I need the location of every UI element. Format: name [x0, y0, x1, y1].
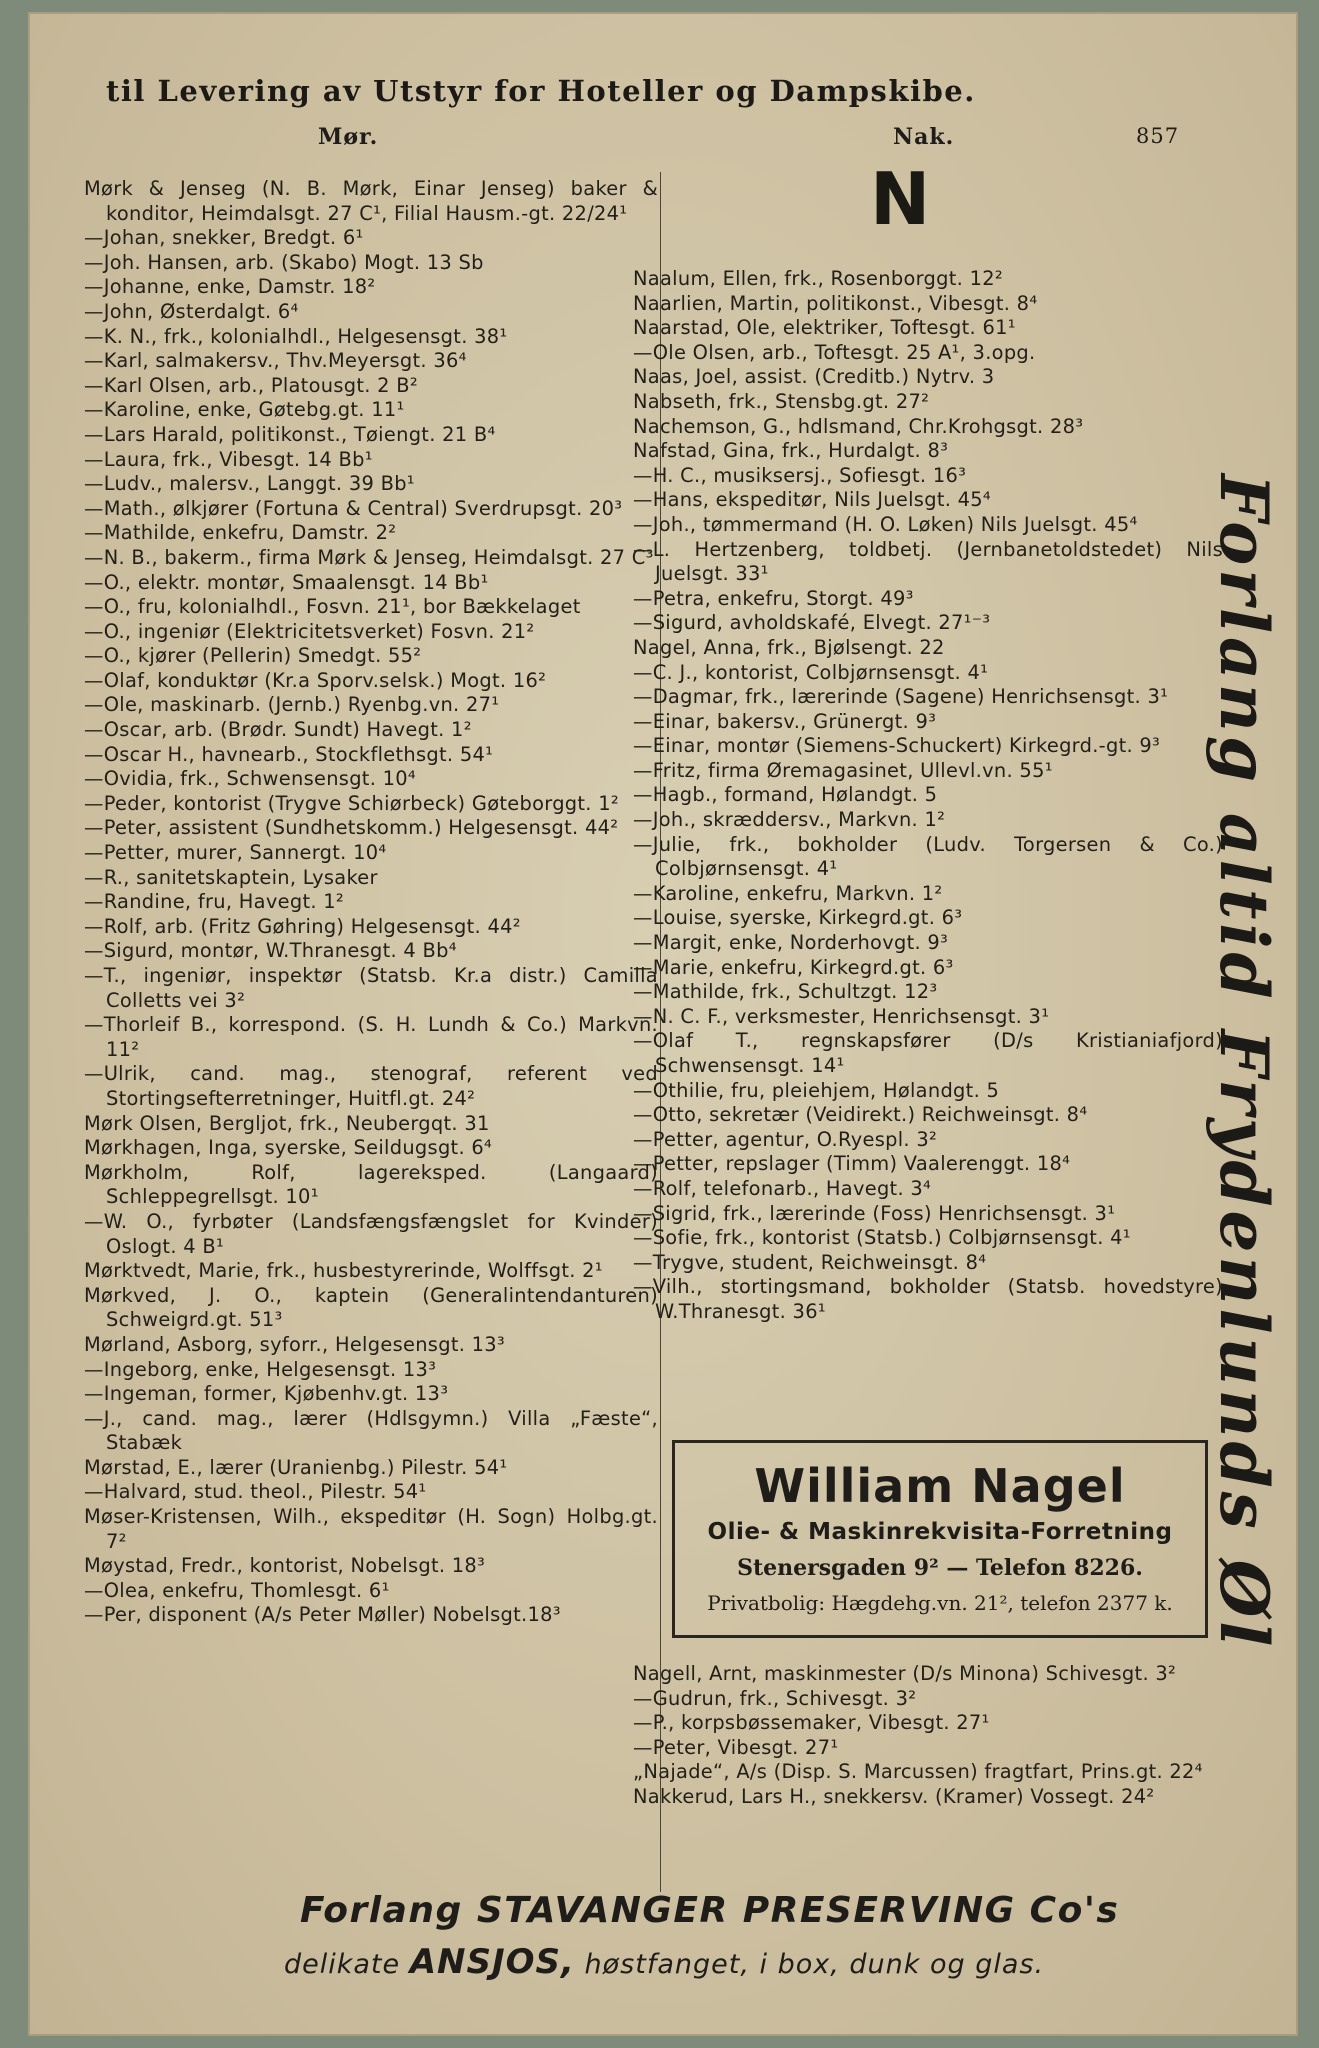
bottom-ad-line2: [284, 1942, 1044, 1982]
ad-subtitle: Olie- & Maskinrekvisita-Forretning: [707, 1519, 1173, 1545]
directory-entry: —Karl, salmakersv., Thv.Meyersgt. 36⁴: [84, 349, 467, 373]
directory-entry: —Hagb., formand, Hølandgt. 5: [633, 783, 938, 807]
directory-entry: Mørkholm, Rolf, lagereksped. (Langaard) Schleppegrellsgt. 10¹: [84, 1160, 658, 1209]
directory-entry: —Julie, frk., bokholder (Ludv. Torgersen & Co.) Colbjørnsensgt. 4¹: [633, 832, 1223, 881]
directory-entry: Nachemson, G., hdlsmand, Chr.Krohgsgt. 28³: [633, 414, 1084, 438]
directory-entry: —Laura, frk., Vibesgt. 14 Bb¹: [84, 447, 373, 471]
directory-entry: —Ingeborg, enke, Helgesensgt. 13³: [84, 1357, 437, 1381]
bottom-ad-line2-c: høstfanget, i box, dunk og glas.: [584, 1949, 1045, 1980]
directory-entry: —Dagmar, frk., lærerinde (Sagene) Henrichsensgt. 3¹: [633, 685, 1169, 709]
directory-entry: —Margit, enke, Norderhovgt. 9³: [633, 931, 949, 955]
directory-entry: —Ulrik, cand. mag., stenograf, referent ved Stortingsefterretninger, Huitfl.gt. 24²: [84, 1062, 658, 1110]
directory-entry: Naalum, Ellen, frk., Rosenborggt. 12²: [633, 267, 1003, 290]
directory-entry: —Thorleif B., korrespond. (S. H. Lundh & Co.) Markvn. 11²: [84, 1013, 658, 1061]
directory-entry: —O., elektr. montør, Smaalensgt. 14 Bb¹: [84, 570, 489, 594]
directory-entry: —O., fru, kolonialhdl., Fosvn. 21¹, bor Bækkelaget: [84, 595, 581, 619]
directory-entry: —Randine, fru, Havegt. 1²: [84, 890, 344, 914]
directory-entry: —K. N., frk., kolonialhdl., Helgesensgt. 38¹: [84, 324, 508, 348]
directory-entry: —N. B., bakerm., firma Mørk & Jenseg, Heimdalsgt. 27 C³: [84, 545, 654, 569]
directory-entry: Nafstad, Gina, frk., Hurdalgt. 8³: [633, 439, 949, 463]
directory-entry: Mørland, Asborg, syforr., Helgesensgt. 13³: [84, 1332, 505, 1356]
directory-entry: Naas, Joel, assist. (Creditb.) Nytrv. 3: [633, 365, 995, 389]
directory-entry: —Louise, syerske, Kirkegrd.gt. 6³: [633, 906, 963, 930]
directory-entry: —P., korpsbøssemaker, Vibesgt. 27¹: [633, 1711, 990, 1735]
william-nagel-ad: [672, 1440, 1208, 1638]
directory-entry: —N. C. F., verksmester, Henrichsensgt. 3¹: [633, 1004, 1050, 1028]
right-column-bottom: [633, 1662, 1223, 1810]
page-number: 857: [1136, 124, 1180, 148]
directory-entry: —Sofie, frk., kontorist (Statsb.) Colbjørnsensgt. 4¹: [633, 1226, 1131, 1250]
directory-entry: —O., ingeniør (Elektricitetsverket) Fosvn. 21²: [84, 619, 535, 643]
directory-entry: —Fritz, firma Øremagasinet, Ullevl.vn. 55¹: [633, 758, 1053, 782]
bottom-ad-line2-b: ANSJOS,: [409, 1942, 575, 1982]
header-middle: Nak.: [893, 124, 955, 150]
directory-entry: —Olaf, konduktør (Kr.a Sporv.selsk.) Mogt. 16²: [84, 668, 547, 692]
directory-entry: Mørk & Jenseg (N. B. Mørk, Einar Jenseg) baker & konditor, Heimdalsgt. 27 C¹, Filial Hausm.-gt. 22/24¹: [84, 177, 658, 225]
directory-entry: —Petter, agentur, O.Ryespl. 3²: [633, 1127, 938, 1151]
directory-entry: —Trygve, student, Reichweinsgt. 8⁴: [633, 1250, 987, 1274]
directory-entry: Nakkerud, Lars H., snekkersv. (Kramer) Vossegt. 24²: [633, 1784, 1155, 1808]
directory-entry: —Oscar H., havnearb., Stockflethsgt. 54¹: [84, 742, 494, 766]
directory-entry: —Ole, maskinarb. (Jernb.) Ryenbg.vn. 27¹: [84, 693, 500, 717]
directory-entry: Naarlien, Martin, politikonst., Vibesgt. 8⁴: [633, 291, 1038, 315]
directory-entry: Nagell, Arnt, maskinmester (D/s Minona) Schivesgt. 3²: [633, 1662, 1177, 1685]
directory-entry: —W. O., fyrbøter (Landsfængsfængslet for Kvinder) Oslogt. 4 B¹: [84, 1209, 658, 1258]
directory-entry: —Petter, murer, Sannergt. 10⁴: [84, 841, 387, 865]
directory-entry: Mørk Olsen, Bergljot, frk., Neubergqt. 31: [84, 1111, 490, 1135]
directory-page: [28, 12, 1298, 2036]
bottom-ad-line1: Forlang STAVANGER PRESERVING Co's: [300, 1890, 1120, 1931]
directory-entry: „Najade“, A/s (Disp. S. Marcussen) fragtfart, Prins.gt. 22⁴: [633, 1760, 1203, 1784]
directory-entry: —Joh., tømmermand (H. O. Løken) Nils Juelsgt. 45⁴: [633, 512, 1138, 536]
header-left: Mør.: [318, 124, 379, 150]
directory-entry: —L. Hertzenberg, toldbetj. (Jernbanetoldstedet) Nils Juelsgt. 33¹: [633, 537, 1223, 586]
directory-entry: —Einar, montør (Siemens-Schuckert) Kirkegrd.-gt. 9³: [633, 734, 1161, 758]
directory-entry: Mørktvedt, Marie, frk., husbestyrerinde, Wolffsgt. 2¹: [84, 1259, 603, 1283]
ad-name: William Nagel: [754, 1459, 1126, 1513]
directory-entry: —Petter, repslager (Timm) Vaalerenggt. 18⁴: [633, 1152, 1071, 1176]
directory-entry: —Sigurd, montør, W.Thranesgt. 4 Bb⁴: [84, 939, 457, 963]
directory-entry: —Petra, enkefru, Storgt. 49³: [633, 586, 914, 610]
directory-entry: —Sigrid, frk., lærerinde (Foss) Henrichsensgt. 3¹: [633, 1201, 1116, 1225]
left-column: [84, 177, 658, 1628]
directory-entry: —Gudrun, frk., Schivesgt. 3²: [633, 1686, 917, 1710]
directory-entry: —Vilh., stortingsmand, bokholder (Statsb. hovedstyre) W.Thranesgt. 36¹: [633, 1275, 1223, 1323]
bottom-ad-line2-a: delikate: [284, 1949, 401, 1980]
directory-entry: —Ovidia, frk., Schwensensgt. 10⁴: [84, 767, 416, 791]
directory-entry: —Johanne, enke, Damstr. 18²: [84, 275, 376, 299]
directory-entry: Nabseth, frk., Stensbg.gt. 27²: [633, 389, 930, 413]
directory-entry: —O., kjører (Pellerin) Smedgt. 55²: [84, 644, 422, 668]
directory-entry: Møser-Kristensen, Wilh., ekspeditør (H. Sogn) Holbg.gt. 7²: [84, 1505, 658, 1553]
directory-entry: —Othilie, fru, pleiehjem, Hølandgt. 5: [633, 1078, 1000, 1102]
directory-entry: —T., ingeniør, inspektør (Statsb. Kr.a distr.) Camilla Colletts vei 3²: [84, 964, 658, 1012]
top-banner: til Levering av Utstyr for Hoteller og Dampskibe.: [106, 74, 976, 108]
directory-entry: —R., sanitetskaptein, Lysaker: [84, 865, 378, 889]
directory-entry: —Otto, sekretær (Veidirekt.) Reichweinsgt. 8⁴: [633, 1103, 1088, 1127]
vertical-advertisement: Forlang altid Frydenlunds Øl: [1205, 474, 1283, 1651]
directory-entry: —Math., ølkjører (Fortuna & Central) Sverdrupsgt. 20³: [84, 496, 623, 520]
directory-entry: —H. C., musiksersj., Sofiesgt. 16³: [633, 463, 967, 487]
directory-entry: —Per, disponent (A/s Peter Møller) Nobelsgt.18³: [84, 1603, 561, 1627]
directory-entry: Mørstad, E., lærer (Uranienbg.) Pilestr. 54¹: [84, 1455, 508, 1479]
directory-entry: —Joh., skræddersv., Markvn. 1²: [633, 808, 946, 832]
directory-entry: —Olaf T., regnskapsfører (D/s Kristianiafjord) Schwensensgt. 14¹: [633, 1029, 1223, 1077]
directory-entry: —Rolf, arb. (Fritz Gøhring) Helgesensgt. 44²: [84, 914, 521, 938]
directory-entry: —Ingeman, former, Kjøbenhv.gt. 13³: [84, 1382, 449, 1406]
directory-entry: —C. J., kontorist, Colbjørnsensgt. 4¹: [633, 660, 989, 684]
directory-entry: —John, Østerdalgt. 6⁴: [84, 299, 299, 323]
directory-entry: —Peder, kontorist (Trygve Schiørbeck) Gøteborggt. 1²: [84, 791, 619, 815]
directory-entry: —Johan, snekker, Bredgt. 6¹: [84, 226, 364, 250]
ad-address: Stenersgaden 9² — Telefon 8226.: [737, 1555, 1143, 1581]
directory-entry: Mørkhagen, Inga, syerske, Seildugsgt. 6⁴: [84, 1136, 493, 1160]
directory-entry: —Oscar, arb. (Brødr. Sundt) Havegt. 1²: [84, 718, 472, 742]
directory-entry: —Peter, Vibesgt. 27¹: [633, 1735, 839, 1759]
directory-entry: —Olea, enkefru, Thomlesgt. 6¹: [84, 1578, 390, 1602]
directory-entry: Mørkved, J. O., kaptein (Generalintendanturen) Schweigrd.gt. 51³: [84, 1283, 658, 1332]
directory-entry: —Peter, assistent (Sundhetskomm.) Helgesensgt. 44²: [84, 816, 619, 840]
right-column-top: [633, 267, 1223, 1325]
directory-entry: —Ole Olsen, arb., Toftesgt. 25 A¹, 3.opg.: [633, 340, 1036, 364]
directory-entry: —Lars Harald, politikonst., Tøiengt. 21 B⁴: [84, 422, 496, 446]
directory-entry: —J., cand. mag., lærer (Hdlsgymn.) Villa „Fæste“, Stabæk: [84, 1406, 658, 1455]
directory-entry: Møystad, Fredr., kontorist, Nobelsgt. 18³: [84, 1554, 486, 1578]
directory-entry: —Halvard, stud. theol., Pilestr. 54¹: [84, 1480, 427, 1504]
directory-entry: Naarstad, Ole, elektriker, Toftesgt. 61¹: [633, 316, 1016, 340]
directory-entry: —Marie, enkefru, Kirkegrd.gt. 6³: [633, 955, 954, 979]
directory-entry: —Karl Olsen, arb., Platousgt. 2 B²: [84, 373, 418, 397]
directory-entry: —Karoline, enkefru, Markvn. 1²: [633, 881, 943, 905]
directory-entry: —Ludv., malersv., Langgt. 39 Bb¹: [84, 472, 415, 496]
directory-entry: —Einar, bakersv., Grünergt. 9³: [633, 709, 937, 733]
directory-entry: —Mathilde, enkefru, Damstr. 2²: [84, 521, 397, 545]
directory-entry: —Sigurd, avholdskafé, Elvegt. 27¹⁻³: [633, 611, 991, 635]
directory-entry: —Hans, ekspeditør, Nils Juelsgt. 45⁴: [633, 488, 991, 512]
directory-entry: —Joh. Hansen, arb. (Skabo) Mogt. 13 Sb: [84, 250, 484, 274]
directory-entry: —Mathilde, frk., Schultzgt. 12³: [633, 980, 938, 1004]
ad-private: Privatbolig: Hægdehg.vn. 21², telefon 2377 k.: [707, 1591, 1173, 1615]
directory-entry: —Karoline, enke, Gøtebg.gt. 11¹: [84, 398, 405, 422]
section-letter: N: [870, 157, 931, 241]
directory-entry: —Rolf, telefonarb., Havegt. 3⁴: [633, 1176, 932, 1200]
directory-entry: Nagel, Anna, frk., Bjølsengt. 22: [633, 635, 945, 659]
